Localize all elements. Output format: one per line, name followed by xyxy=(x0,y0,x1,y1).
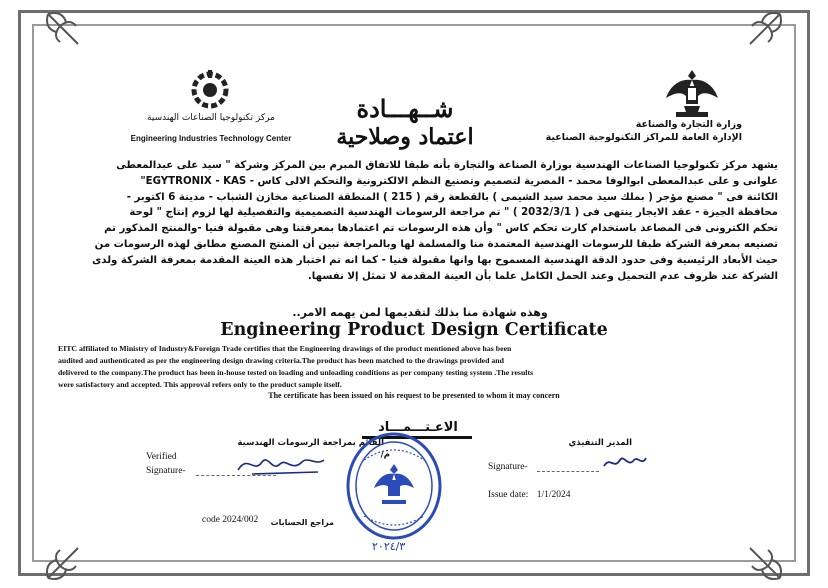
english-body-line: were satisfactory and accepted. This approval refers only to the product sample itself. xyxy=(58,380,342,389)
arabic-closing: وهذه شهادة منا بذلك لتقديمها لمن يهمه الامر.. xyxy=(292,306,548,319)
center-name-english: Engineering Industries Technology Center xyxy=(130,134,292,143)
official-stamp-icon xyxy=(344,430,444,548)
corner-ornament-bottom-left xyxy=(40,540,86,586)
reviewer-handwritten-signature xyxy=(232,448,328,478)
ministry-line-2: الإدارة العامة للمراكز التكنولوجية الصناعية xyxy=(545,132,742,143)
arabic-body-text xyxy=(62,158,778,284)
arabic-body-line: يشهد مركز تكنولوجيا الصناعات الهندسية بوزارة الصناعة والتجارة بأنه طبقا للاتفاق المبرم بين المركز وشركة " سيد على عبدالمعطى xyxy=(116,160,778,171)
corner-ornament-bottom-right xyxy=(742,540,788,586)
arabic-body-line: تصنيعه بمعرفة الشركة طبقا للرسومات الهندسية المعتمدة منا والمسلمة لها وبالمراجعة تبين أن المنتج المصنع مطابق لهذه الرسومات من xyxy=(94,238,778,250)
ministry-line-1: وزارة التجارة والصناعة xyxy=(635,119,742,130)
corner-ornament-top-right xyxy=(742,6,788,52)
ministry-name xyxy=(532,118,742,144)
english-body-text xyxy=(58,343,780,391)
director-handwritten-signature xyxy=(600,448,650,474)
corner-ornament-top-left xyxy=(40,6,86,52)
certificate-subtitle-arabic: اعتماد وصلاحية xyxy=(336,124,474,150)
document-code: code 2024/002 xyxy=(202,515,259,525)
stamp-handwritten-date: ٢٠٢٤/٣ xyxy=(372,540,406,553)
right-signature-label: Signature- xyxy=(488,462,528,472)
approval-heading: الاعـتـــمـــاد xyxy=(378,420,458,435)
accounts-reviewer: مراجع الحسابات xyxy=(270,518,334,527)
right-signature-line xyxy=(537,471,599,472)
center-name-arabic: مركز تكنولوجيا الصناعات الهندسية xyxy=(147,113,275,123)
english-certificate-title: Engineering Product Design Certificate xyxy=(220,320,608,340)
english-body-line: audited and authenticated as per the engineering design drawing criteria.The product has been matched to the drawings provided and xyxy=(58,356,504,365)
reviewer-role: القائم بمراجعة الرسومات الهندسية xyxy=(237,438,384,448)
english-body-line: delivered to the company.The product has been in-house tested on loading and unloading conditions as per company testing system .The results xyxy=(58,368,534,377)
arabic-body-line: علوانى و على عبدالمعطى ابوالوفا محمد - المصرية لتصميم وتصنيع النظم الالكترونية والتحكم الالى كاس - EGYTRONIX - KAS" xyxy=(140,175,778,187)
issue-date-label: Issue date: xyxy=(488,490,529,500)
left-signature-label: Signature- xyxy=(146,466,186,476)
arabic-body-line: الكائنة فى " مصنع مؤجر ( بملك سيد محمد سيد الشيمى ) بالقطعة رقم ( 215 ) المنطقة الصناعية مخازن الشباب - مدينة 6 اكتوبر - xyxy=(126,191,778,203)
arabic-body-line: تحكم الكترونى فى المصاعد باستخدام كارت تحكم كاس " وأن هذه الرسومات تم اعتمادها بمعرفتنا وهى مقبولة فنيا -والمنتج المذكور تم xyxy=(104,223,778,235)
executive-director-role: المدير التنفيذي xyxy=(568,438,632,448)
verified-label: Verified xyxy=(146,452,177,462)
arabic-body-line: الشركة عند ظروف عدم التحميل وعند الحمل الكامل علما بأن العينة المقدمة لا تمثل إلا نفسها. xyxy=(307,270,778,282)
arabic-body-line: حيث الأبعاد الرئيسية وفى حدود الدقة الهندسية المسموح بها وانها مقبولة فنيا - كما انه تم اختبار هذه العينة المقدمة بمعرفة الشركة ولدى xyxy=(91,254,778,266)
english-body-line: EITC affiliated to Ministry of Industry&Foreign Trade certifies that the Engineering drawings of the product mentioned above has been xyxy=(58,344,512,353)
english-closing: The certificate has been issued on his request to be presented to whom it may concern xyxy=(268,391,560,400)
certificate-title-arabic: شــهـــادة xyxy=(356,94,454,123)
eagle-emblem-icon xyxy=(662,64,722,120)
reviewer-name: م/ xyxy=(380,450,390,460)
arabic-body-line: محافظة الجيزة - عقد الايجار ينتهى فى ( 2032/3/1 ) " تم مراجعة الرسومات الهندسية التصميمية والتفصيلية لها لزوم إنتاج " لوحة xyxy=(129,207,778,219)
eitc-logo-icon xyxy=(186,68,234,114)
issue-date-value: 1/1/2024 xyxy=(536,490,571,500)
issue-date xyxy=(488,490,571,500)
